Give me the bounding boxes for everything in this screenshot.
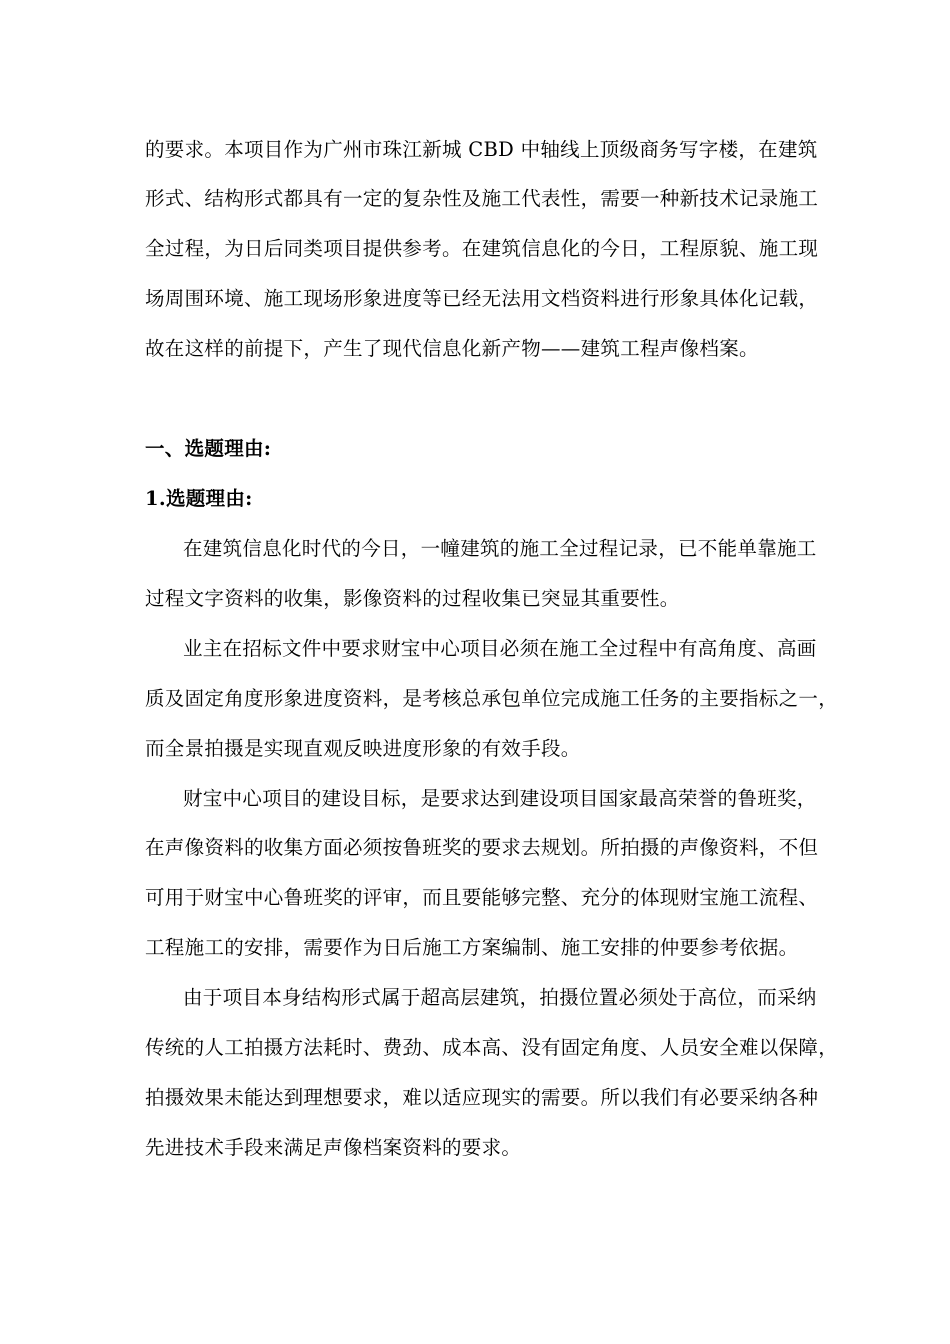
- intro-line: 故在这样的前提下，产生了现代信息化新产物——建筑工程声像档案。: [145, 337, 759, 360]
- paragraph-line: 可用于财宝中心鲁班奖的评审，而且要能够完整、充分的体现财宝施工流程、: [145, 886, 819, 909]
- paragraph-line: 工程施工的安排，需要作为日后施工方案编制、施工安排的仲要参考依据。: [145, 936, 799, 959]
- paragraph-line: 拍摄效果未能达到理想要求，难以适应现实的需要。所以我们有必要采纳各种: [145, 1086, 819, 1109]
- paragraph-line: 而全景拍摄是实现直观反映进度形象的有效手段。: [145, 737, 581, 760]
- paragraph-line: 先进技术手段来满足声像档案资料的要求。: [145, 1136, 522, 1159]
- intro-line: 全过程，为日后同类项目提供参考。在建筑信息化的今日，工程原貌、施工现: [145, 237, 819, 260]
- intro-line: 场周围环境、施工现场形象进度等已经无法用文档资料进行形象具体化记载，: [145, 287, 819, 310]
- subsection-heading: 1.选题理由:: [145, 487, 253, 510]
- paragraph-line: 过程文字资料的收集，影像资料的过程收集已突显其重要性。: [145, 587, 680, 610]
- paragraph-line: 质及固定角度形象进度资料，是考核总承包单位完成施工任务的主要指标之一，: [145, 687, 839, 710]
- paragraph-line: 由于项目本身结构形式属于超高层建筑，拍摄位置必须处于高位，而采纳: [183, 986, 817, 1009]
- section-heading: 一、选题理由:: [145, 437, 272, 460]
- paragraph-line: 财宝中心项目的建设目标，是要求达到建设项目国家最高荣誉的鲁班奖，: [183, 787, 817, 810]
- paragraph-line: 传统的人工拍摄方法耗时、费劲、成本高、没有固定角度、人员安全难以保障，: [145, 1036, 839, 1059]
- paragraph-line: 在声像资料的收集方面必须按鲁班奖的要求去规划。所拍摄的声像资料，不但: [145, 836, 819, 859]
- intro-line: 形式、结构形式都具有一定的复杂性及施工代表性，需要一种新技术记录施工: [145, 187, 819, 210]
- paragraph-line: 在建筑信息化时代的今日，一幢建筑的施工全过程记录，已不能单靠施工: [183, 537, 817, 560]
- paragraph-line: 业主在招标文件中要求财宝中心项目必须在施工全过程中有高角度、高画: [183, 637, 817, 660]
- intro-line: 的要求。本项目作为广州市珠江新城 CBD 中轴线上顶级商务写字楼，在建筑: [145, 138, 818, 161]
